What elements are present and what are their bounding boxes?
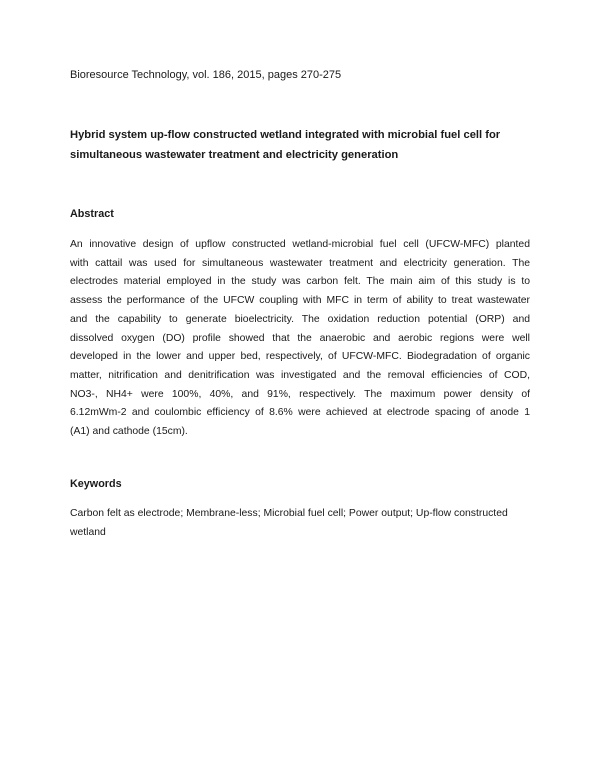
abstract-text [70, 236, 530, 442]
abstract-line: with cattail was used for simultaneous wastewater treatment and electricity generation. The [70, 257, 530, 269]
abstract-line: and the capability to generate bioelectricity. The oxidation reduction potential (ORP) and [70, 313, 530, 325]
keywords-line: wetland [70, 526, 106, 538]
abstract-line: matter, nitrification and denitrification was investigated and the removal efficiencies of COD, [70, 369, 530, 381]
abstract-line: electrodes material employed in the study was carbon felt. The main aim of this study is to [70, 276, 530, 288]
abstract-heading: Abstract [70, 208, 114, 220]
journal-citation: Bioresource Technology, vol. 186, 2015, pages 270-275 [70, 69, 342, 81]
abstract-line: dissolved oxygen (DO) profile showed that the anaerobic and aerobic regions were well [70, 332, 530, 344]
abstract-line: NO3-, NH4+ were 100%, 40%, and 91%, respectively. The maximum power density of [70, 388, 530, 400]
paper-title [70, 125, 540, 165]
abstract-line: developed in the lower and upper bed, respectively, of UFCW-MFC. Biodegradation of organic [70, 351, 530, 363]
keywords-heading: Keywords [70, 478, 122, 490]
keywords-line: Carbon felt as electrode; Membrane-less; Microbial fuel cell; Power output; Up-flow constructed [70, 508, 508, 519]
abstract-line: (A1) and cathode (15cm). [70, 426, 188, 438]
keywords-text [70, 505, 530, 542]
paper-title-line: Hybrid system up-flow constructed wetland integrated with microbial fuel cell for [70, 129, 501, 141]
abstract-line: 6.12mWm-2 and coulombic efficiency of 8.6% were achieved at electrode spacing of anode 1 [70, 407, 530, 419]
paper-title-line: simultaneous wastewater treatment and electricity generation [70, 149, 399, 161]
abstract-line: assess the performance of the UFCW coupling with MFC in term of ability to treat wastewater [70, 295, 530, 307]
abstract-line: An innovative design of upflow constructed wetland-microbial fuel cell (UFCW-MFC) planted [70, 239, 530, 250]
